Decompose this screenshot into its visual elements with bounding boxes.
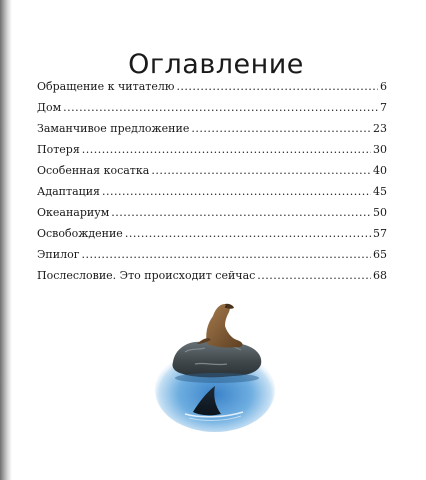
- toc-page-number: 6: [380, 80, 387, 93]
- dot-leader: [151, 164, 371, 177]
- dot-leader: [63, 101, 378, 114]
- toc-entry-title: Обращение к читателю: [37, 80, 175, 93]
- toc-entry-title: Потеря: [37, 143, 80, 156]
- dot-leader: [125, 227, 371, 240]
- toc-entry[interactable]: [37, 185, 387, 206]
- dot-leader: [102, 185, 371, 198]
- toc-entry[interactable]: [37, 206, 387, 227]
- page-title: Оглавление: [128, 49, 304, 81]
- toc-entry-title: Освобождение: [37, 227, 123, 240]
- toc-entry[interactable]: [37, 248, 387, 269]
- toc-page-number: 45: [373, 185, 387, 198]
- toc-page-number: 23: [373, 122, 387, 135]
- table-of-contents: [37, 80, 387, 290]
- toc-entry[interactable]: [37, 122, 387, 143]
- toc-page-number: 68: [373, 269, 387, 282]
- dot-leader: [191, 122, 371, 135]
- toc-entry-title: Дом: [37, 101, 62, 114]
- sea-lion: [206, 304, 242, 348]
- toc-entry-title: Адаптация: [37, 185, 100, 198]
- toc-page-number: 57: [373, 227, 387, 240]
- toc-page-number: 50: [373, 206, 387, 219]
- toc-entry[interactable]: [37, 269, 387, 290]
- dot-leader: [257, 269, 371, 282]
- dot-leader: [82, 143, 371, 156]
- toc-entry-title: Заманчивое предложение: [37, 122, 190, 135]
- dot-leader: [176, 80, 378, 93]
- toc-entry-title: Океанариум: [37, 206, 110, 219]
- toc-entry[interactable]: [37, 164, 387, 185]
- toc-page-number: 65: [373, 248, 387, 261]
- toc-entry[interactable]: [37, 101, 387, 122]
- toc-entry-title: Эпилог: [37, 248, 80, 261]
- toc-entry[interactable]: [37, 227, 387, 248]
- toc-entry[interactable]: [37, 143, 387, 164]
- toc-page-number: 7: [380, 101, 387, 114]
- toc-page-number: 40: [373, 164, 387, 177]
- toc-entry[interactable]: [37, 80, 387, 101]
- toc-entry-title: Особенная косатка: [37, 164, 150, 177]
- toc-entry-title: Послесловие. Это происходит сейчас: [37, 269, 256, 282]
- sea-lion-orca-illustration: [155, 300, 280, 435]
- dot-leader: [111, 206, 371, 219]
- dot-leader: [81, 248, 371, 261]
- toc-page-number: 30: [373, 143, 387, 156]
